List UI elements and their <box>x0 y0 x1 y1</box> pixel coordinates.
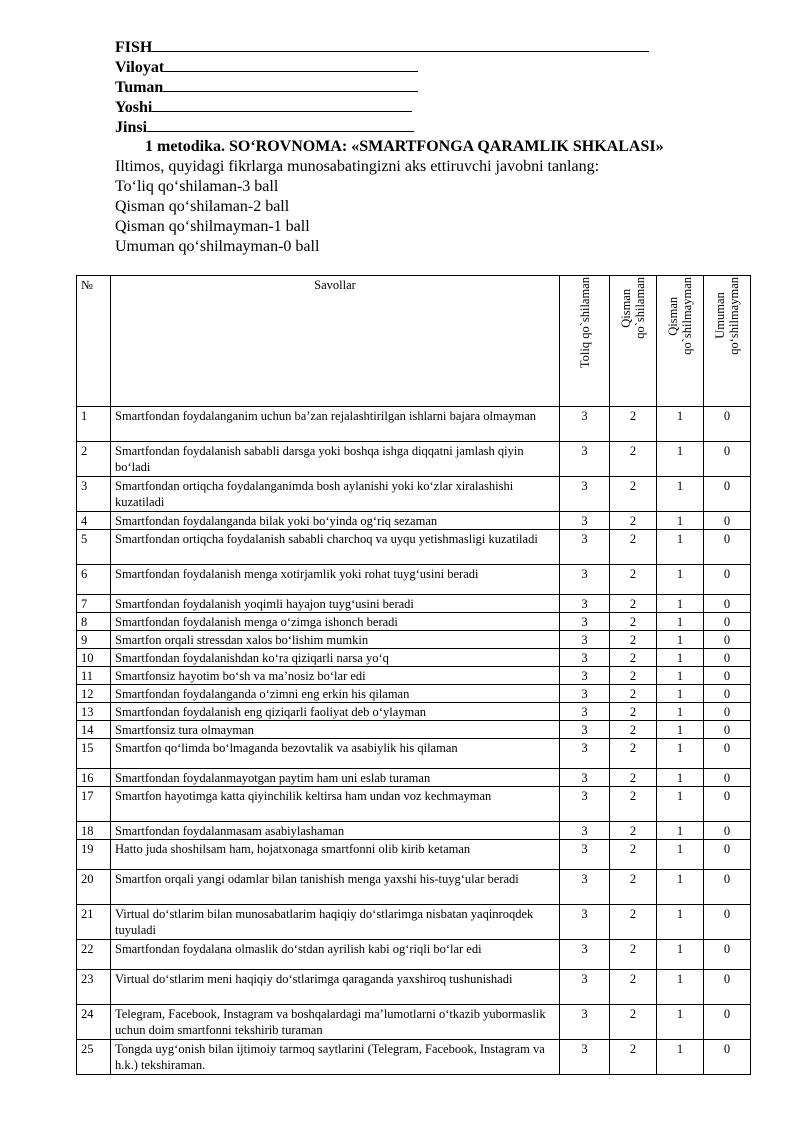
row-question: Smartfondan foydalanish menga o‘zimga ishonch beradi <box>111 613 560 631</box>
row-question: Smartfondan foydalanganda bilak yoki bo‘yinda og‘riq sezaman <box>111 512 560 530</box>
row-number: 1 <box>77 407 111 442</box>
scale-partial-agree: Qisman qo‘shilaman-2 ball <box>115 198 290 215</box>
row-score-full-disagree[interactable]: 0 <box>704 822 751 840</box>
table-header-row <box>77 276 751 407</box>
row-score-partial-disagree[interactable]: 1 <box>657 703 704 721</box>
row-score-full-agree[interactable]: 3 <box>560 407 610 442</box>
row-score-full-agree[interactable]: 3 <box>560 870 610 905</box>
row-score-partial-disagree[interactable]: 1 <box>657 1040 704 1075</box>
row-number: 3 <box>77 477 111 512</box>
row-question: Smartfondan foydalanganim uchun ba’zan rejalashtirilgan ishlarni bajara olmayman <box>111 407 560 442</box>
row-score-full-agree[interactable]: 3 <box>560 970 610 1005</box>
row-score-partial-disagree[interactable]: 1 <box>657 477 704 512</box>
scale-full-disagree: Umuman qo‘shilmayman-0 ball <box>115 238 320 255</box>
header-full-agree <box>560 276 610 407</box>
row-score-full-agree[interactable]: 3 <box>560 442 610 477</box>
row-score-full-disagree[interactable]: 0 <box>704 649 751 667</box>
row-score-full-disagree[interactable]: 0 <box>704 1005 751 1040</box>
row-question: Tongda uyg‘onish bilan ijtimoiy tarmoq saytlarini (Telegram, Facebook, Instagram va h.k.) tekshiraman. <box>111 1040 560 1075</box>
row-score-full-disagree[interactable]: 0 <box>704 703 751 721</box>
row-question: Smartfon qo‘limda bo‘lmaganda bezovtalik va asabiylik his qilaman <box>111 739 560 769</box>
row-score-full-disagree[interactable]: 0 <box>704 685 751 703</box>
row-number: 16 <box>77 769 111 787</box>
row-score-full-agree[interactable]: 3 <box>560 685 610 703</box>
row-score-partial-disagree[interactable]: 1 <box>657 649 704 667</box>
row-score-partial-disagree[interactable]: 1 <box>657 787 704 822</box>
row-score-partial-agree[interactable]: 2 <box>610 703 657 721</box>
row-number: 2 <box>77 442 111 477</box>
header-partial-agree-label: Qisman qo`shilaman <box>619 277 647 339</box>
field-yoshi <box>115 97 649 117</box>
row-score-full-disagree[interactable]: 0 <box>704 613 751 631</box>
table-row <box>77 631 751 649</box>
row-question: Virtual do‘stlarim bilan munosabatlarim haqiqiy do‘stlarimga nisbatan yaqinroqdek tuyuladi <box>111 905 560 940</box>
table-row <box>77 822 751 840</box>
row-score-partial-disagree[interactable]: 1 <box>657 512 704 530</box>
row-score-full-disagree[interactable]: 0 <box>704 565 751 595</box>
row-score-full-disagree[interactable]: 0 <box>704 477 751 512</box>
row-number: 22 <box>77 940 111 970</box>
table-row <box>77 787 751 822</box>
table-row <box>77 1005 751 1040</box>
questions-table <box>76 275 751 1075</box>
row-number: 8 <box>77 613 111 631</box>
row-score-partial-disagree[interactable]: 1 <box>657 667 704 685</box>
field-yoshi-line[interactable] <box>152 97 412 112</box>
header-full-disagree <box>704 276 751 407</box>
row-score-full-disagree[interactable]: 0 <box>704 905 751 940</box>
row-score-partial-disagree[interactable]: 1 <box>657 739 704 769</box>
table-row <box>77 870 751 905</box>
row-score-partial-agree[interactable]: 2 <box>610 530 657 565</box>
row-question: Smartfondan foydalanish sababli darsga yoki boshqa ishga diqqatni jamlash qiyin bo‘ladi <box>111 442 560 477</box>
row-question: Smartfon orqali yangi odamlar bilan tanishish menga yaxshi his-tuyg‘ular beradi <box>111 870 560 905</box>
row-score-partial-disagree[interactable]: 1 <box>657 407 704 442</box>
row-number: 6 <box>77 565 111 595</box>
field-tuman-line[interactable] <box>163 77 418 92</box>
field-viloyat-line[interactable] <box>164 57 418 72</box>
row-question: Smartfondan foydalanish menga xotirjamlik yoki rohat tuyg‘usini beradi <box>111 565 560 595</box>
instruction-text: Iltimos, quyidagi fikrlarga munosabatingizni aks ettiruvchi javobni tanlang: <box>115 158 600 175</box>
row-score-partial-agree[interactable]: 2 <box>610 667 657 685</box>
instructions <box>115 157 599 257</box>
row-question: Hatto juda shoshilsam ham, hojatxonaga smartfonni olib kirib ketaman <box>111 840 560 870</box>
row-score-full-agree[interactable]: 3 <box>560 613 610 631</box>
row-number: 5 <box>77 530 111 565</box>
row-number: 21 <box>77 905 111 940</box>
row-score-partial-agree[interactable]: 2 <box>610 442 657 477</box>
row-score-full-agree[interactable]: 3 <box>560 787 610 822</box>
row-score-full-agree[interactable]: 3 <box>560 822 610 840</box>
field-jinsi-label: Jinsi <box>115 119 148 136</box>
row-score-partial-disagree[interactable]: 1 <box>657 613 704 631</box>
row-score-full-agree[interactable]: 3 <box>560 905 610 940</box>
row-score-partial-agree[interactable]: 2 <box>610 512 657 530</box>
row-number: 10 <box>77 649 111 667</box>
field-fish <box>115 37 649 57</box>
row-score-partial-disagree[interactable]: 1 <box>657 970 704 1005</box>
row-score-partial-disagree[interactable]: 1 <box>657 905 704 940</box>
row-score-partial-agree[interactable]: 2 <box>610 595 657 613</box>
row-score-partial-agree[interactable]: 2 <box>610 721 657 739</box>
scale-partial-disagree: Qisman qo‘shilmayman-1 ball <box>115 218 310 235</box>
row-score-full-agree[interactable]: 3 <box>560 1040 610 1075</box>
row-score-partial-disagree[interactable]: 1 <box>657 442 704 477</box>
row-number: 20 <box>77 870 111 905</box>
header-partial-agree <box>610 276 657 407</box>
row-score-partial-disagree[interactable]: 1 <box>657 940 704 970</box>
row-question: Telegram, Facebook, Instagram va boshqalardagi ma’lumotlarni o‘tkazib yubormaslik uchun doim smartfonni tekshirib turaman <box>111 1005 560 1040</box>
respondent-fields <box>115 37 649 137</box>
row-score-full-agree[interactable]: 3 <box>560 565 610 595</box>
row-question: Smartfon hayotimga katta qiyinchilik keltirsa ham undan voz kechmayman <box>111 787 560 822</box>
row-score-full-agree[interactable]: 3 <box>560 769 610 787</box>
field-jinsi-line[interactable] <box>147 117 414 132</box>
row-score-partial-disagree[interactable]: 1 <box>657 870 704 905</box>
row-score-full-disagree[interactable]: 0 <box>704 595 751 613</box>
row-number: 9 <box>77 631 111 649</box>
row-score-partial-disagree[interactable]: 1 <box>657 1005 704 1040</box>
row-question: Smartfondan foydalanish eng qiziqarli faoliyat deb o‘ylayman <box>111 703 560 721</box>
row-score-partial-disagree[interactable]: 1 <box>657 631 704 649</box>
row-score-partial-disagree[interactable]: 1 <box>657 595 704 613</box>
row-question: Smartfondan ortiqcha foydalanganimda bosh aylanishi yoki ko‘zlar xiralashishi kuzatiladi <box>111 477 560 512</box>
row-score-full-disagree[interactable]: 0 <box>704 1040 751 1075</box>
table-row <box>77 905 751 940</box>
row-score-partial-disagree[interactable]: 1 <box>657 685 704 703</box>
field-fish-label: FISH <box>115 39 153 56</box>
table-row <box>77 613 751 631</box>
header-partial-disagree <box>657 276 704 407</box>
row-score-full-disagree[interactable]: 0 <box>704 631 751 649</box>
field-viloyat <box>115 57 649 77</box>
survey-title: 1 metodika. SO‘ROVNOMA: «SMARTFONGA QARAMLIK SHKALASI» <box>145 138 664 155</box>
row-score-full-disagree[interactable]: 0 <box>704 442 751 477</box>
row-number: 11 <box>77 667 111 685</box>
row-score-full-disagree[interactable]: 0 <box>704 667 751 685</box>
row-number: 14 <box>77 721 111 739</box>
row-score-full-agree[interactable]: 3 <box>560 649 610 667</box>
row-question: Smartfondan foydalanmasam asabiylashaman <box>111 822 560 840</box>
row-number: 19 <box>77 840 111 870</box>
row-question: Virtual do‘stlarim meni haqiqiy do‘stlarimga qaraganda yaxshiroq tushunishadi <box>111 970 560 1005</box>
field-fish-line[interactable] <box>152 37 649 52</box>
row-question: Smartfondan foydalana olmaslik do‘stdan ayrilish kabi og‘riqli bo‘lar edi <box>111 940 560 970</box>
table-row <box>77 685 751 703</box>
table-row <box>77 1040 751 1075</box>
row-score-full-agree[interactable]: 3 <box>560 703 610 721</box>
row-question: Smartfondan foydalanish yoqimli hayajon tuyg‘usini beradi <box>111 595 560 613</box>
row-score-full-disagree[interactable]: 0 <box>704 940 751 970</box>
row-score-partial-disagree[interactable]: 1 <box>657 565 704 595</box>
field-yoshi-label: Yoshi <box>115 99 153 116</box>
row-score-partial-agree[interactable]: 2 <box>610 649 657 667</box>
row-score-partial-agree[interactable]: 2 <box>610 1005 657 1040</box>
header-partial-disagree-label: Qisman qo`shilmayman <box>666 277 694 355</box>
header-number: № <box>77 276 111 407</box>
table-row <box>77 407 751 442</box>
row-score-full-agree[interactable]: 3 <box>560 477 610 512</box>
row-score-partial-agree[interactable]: 2 <box>610 565 657 595</box>
table-row <box>77 595 751 613</box>
table-row <box>77 512 751 530</box>
row-number: 7 <box>77 595 111 613</box>
row-number: 23 <box>77 970 111 1005</box>
row-score-full-disagree[interactable]: 0 <box>704 407 751 442</box>
row-score-full-disagree[interactable]: 0 <box>704 870 751 905</box>
row-score-partial-agree[interactable]: 2 <box>610 407 657 442</box>
table-row <box>77 703 751 721</box>
row-question: Smartfondan foydalanishdan ko‘ra qiziqarli narsa yo‘q <box>111 649 560 667</box>
header-questions: Savollar <box>111 276 560 407</box>
field-tuman <box>115 77 649 97</box>
row-score-partial-agree[interactable]: 2 <box>610 685 657 703</box>
row-score-partial-disagree[interactable]: 1 <box>657 769 704 787</box>
row-score-partial-agree[interactable]: 2 <box>610 1040 657 1075</box>
table-row <box>77 565 751 595</box>
field-tuman-label: Tuman <box>115 79 164 96</box>
table-row <box>77 530 751 565</box>
row-number: 25 <box>77 1040 111 1075</box>
row-score-full-agree[interactable]: 3 <box>560 739 610 769</box>
table-row <box>77 970 751 1005</box>
row-score-full-agree[interactable]: 3 <box>560 631 610 649</box>
row-score-partial-disagree[interactable]: 1 <box>657 822 704 840</box>
row-score-partial-disagree[interactable]: 1 <box>657 721 704 739</box>
scale-full-agree: To‘liq qo‘shilaman-3 ball <box>115 178 279 195</box>
row-score-full-disagree[interactable]: 0 <box>704 840 751 870</box>
row-score-full-agree[interactable]: 3 <box>560 512 610 530</box>
row-number: 24 <box>77 1005 111 1040</box>
row-score-partial-agree[interactable]: 2 <box>610 631 657 649</box>
row-score-full-disagree[interactable]: 0 <box>704 512 751 530</box>
row-score-full-agree[interactable]: 3 <box>560 595 610 613</box>
row-question: Smartfondan foydalanganda o‘zimni eng erkin his qilaman <box>111 685 560 703</box>
row-question: Smartfondan foydalanmayotgan paytim ham uni eslab turaman <box>111 769 560 787</box>
row-number: 13 <box>77 703 111 721</box>
row-number: 17 <box>77 787 111 822</box>
table-row <box>77 477 751 512</box>
row-question: Smartfonsiz hayotim bo‘sh va ma’nosiz bo‘lar edi <box>111 667 560 685</box>
header-full-disagree-label: Umuman qo‘shilmayman <box>713 277 741 355</box>
row-number: 4 <box>77 512 111 530</box>
row-score-full-agree[interactable]: 3 <box>560 667 610 685</box>
row-score-full-agree[interactable]: 3 <box>560 1005 610 1040</box>
row-score-full-agree[interactable]: 3 <box>560 530 610 565</box>
row-score-full-agree[interactable]: 3 <box>560 940 610 970</box>
table-row <box>77 940 751 970</box>
table-row <box>77 721 751 739</box>
row-number: 15 <box>77 739 111 769</box>
row-score-full-agree[interactable]: 3 <box>560 840 610 870</box>
table-row <box>77 840 751 870</box>
row-score-full-disagree[interactable]: 0 <box>704 769 751 787</box>
row-score-full-disagree[interactable]: 0 <box>704 721 751 739</box>
row-question: Smartfon orqali stressdan xalos bo‘lishim mumkin <box>111 631 560 649</box>
field-viloyat-label: Viloyat <box>115 59 165 76</box>
row-score-full-disagree[interactable]: 0 <box>704 787 751 822</box>
row-score-partial-agree[interactable]: 2 <box>610 905 657 940</box>
row-score-partial-disagree[interactable]: 1 <box>657 530 704 565</box>
table-row <box>77 739 751 769</box>
row-score-partial-agree[interactable]: 2 <box>610 739 657 769</box>
table-row <box>77 667 751 685</box>
row-score-full-agree[interactable]: 3 <box>560 721 610 739</box>
row-question: Smartfondan ortiqcha foydalanish sababli charchoq va uyqu yetishmasligi kuzatiladi <box>111 530 560 565</box>
row-score-partial-agree[interactable]: 2 <box>610 840 657 870</box>
row-score-partial-agree[interactable]: 2 <box>610 477 657 512</box>
row-score-partial-agree[interactable]: 2 <box>610 870 657 905</box>
table-row <box>77 769 751 787</box>
row-score-full-disagree[interactable]: 0 <box>704 739 751 769</box>
row-score-partial-disagree[interactable]: 1 <box>657 840 704 870</box>
row-score-partial-agree[interactable]: 2 <box>610 970 657 1005</box>
row-score-partial-agree[interactable]: 2 <box>610 940 657 970</box>
header-full-agree-label: Toliq qo`shilaman <box>577 277 592 369</box>
row-score-partial-agree[interactable]: 2 <box>610 787 657 822</box>
row-score-full-disagree[interactable]: 0 <box>704 970 751 1005</box>
row-score-partial-agree[interactable]: 2 <box>610 613 657 631</box>
field-jinsi <box>115 117 649 137</box>
table-row <box>77 649 751 667</box>
row-question: Smartfonsiz tura olmayman <box>111 721 560 739</box>
row-number: 18 <box>77 822 111 840</box>
row-score-partial-agree[interactable]: 2 <box>610 769 657 787</box>
row-number: 12 <box>77 685 111 703</box>
row-score-full-disagree[interactable]: 0 <box>704 530 751 565</box>
table-row <box>77 442 751 477</box>
row-score-partial-agree[interactable]: 2 <box>610 822 657 840</box>
